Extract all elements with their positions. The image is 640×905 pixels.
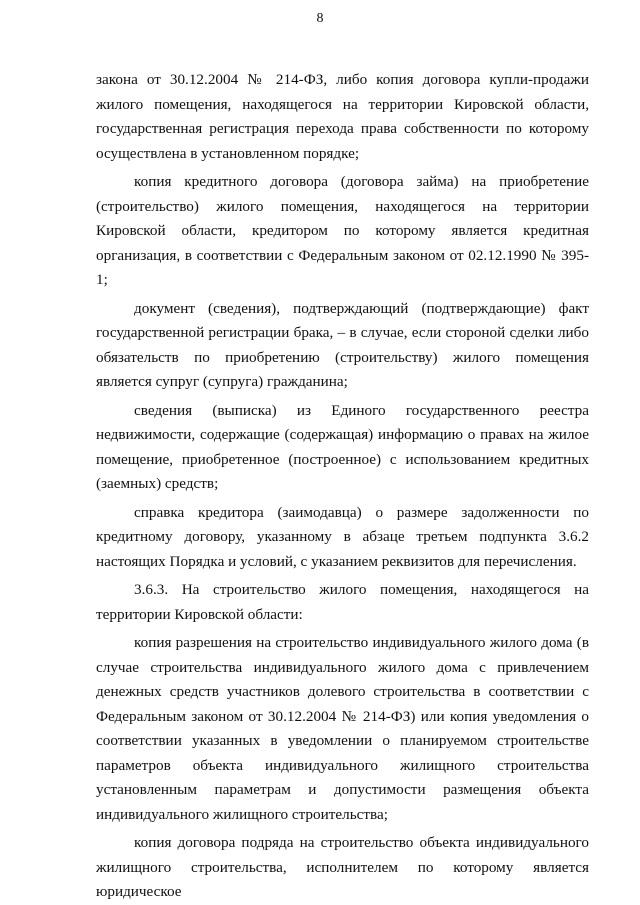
page-number: 8 [316, 11, 324, 26]
paragraph-construction-contract: копия договора подряда на строительство объекта индивидуального жилищного строительства, исполнителем по которому является юридическое [96, 834, 589, 900]
paragraph-registry-extract: сведения (выписка) из Единого государственного реестра недвижимости, содержащие (содержащая) информацию о правах на жилое помещение, приобретенное (построенное) с использованием кредитных (заемных) средств; [96, 401, 589, 492]
paragraph-section-3-6-3: 3.6.3. На строительство жилого помещения, находящегося на территории Кировской области: [96, 581, 589, 623]
paragraph-continuation: закона от 30.12.2004 № 214-ФЗ, либо копия договора купли-продажи жилого помещения, находящегося на территории Кировской области, государственная регистрация перехода права собственности по которому осуществлена в установленном порядке; [96, 71, 589, 162]
paragraph-creditor-certificate: справка кредитора (заимодавца) о размере задолженности по кредитному договору, указанному в абзаце третьем подпункта 3.6.2 настоящих Порядка и условий, с указанием реквизитов для перечисления. [96, 503, 589, 570]
paragraph-building-permit: копия разрешения на строительство индивидуального жилого дома (в случае строительства индивидуального жилого дома с привлечением денежных средств участников долевого строительства в соответствии с Федеральным законом от 30.12.2004 № 214-ФЗ) или копия уведомления о соответствии указанных в уведомлении о планируемом строительстве параметров объекта индивидуального жилищного строительства установленным параметрам и допустимости размещения объекта индивидуального жилищного строительства; [96, 634, 589, 823]
paragraph-marriage-registration: документ (сведения), подтверждающий (подтверждающие) факт государственной регистрации брака, – в случае, если стороной сделки либо обязательств по приобретению (строительству) жилого помещения является супруг (супруга) гражданина; [96, 299, 589, 390]
document-body [96, 68, 589, 905]
paragraph-loan-agreement: копия кредитного договора (договора займа) на приобретение (строительство) жилого помещения, находящегося на территории Кировской области, кредитором по которому является кредитная организация, в соответствии с Федеральным законом от 02.12.1990 № 395-1; [96, 173, 589, 288]
